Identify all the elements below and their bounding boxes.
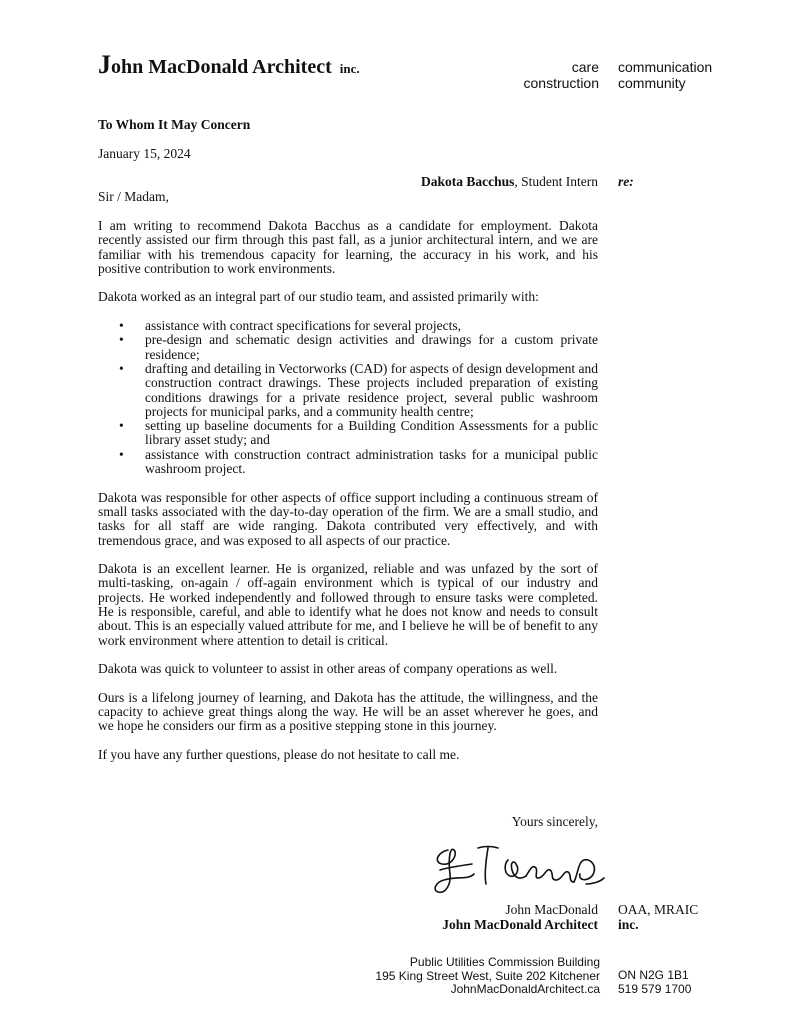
list-item-text: drafting and detailing in Vectorworks (CAD) for aspects of design development and construction contract drawings. These projects included preparation of existing conditions drawings for a private residence project, several public washroom projects for municipal parks, and a community health centre; [145,360,599,419]
paragraph-office-support: Dakota was responsible for other aspects of office support including a continuous stream of small tasks associated with the day-to-day operation of the firm. We are a small studio, and tasks for all staff are wide ranging. Dakota contributed very effectively, and with tremendous grace, and was exposed to all aspects of our practice. [98,489,598,548]
signatory-name: John MacDonald [505,902,598,917]
paragraph-volunteer: Dakota was quick to volunteer to assist in other areas of company operations as well. [98,661,558,677]
list-item [98,319,598,333]
duties-list [98,319,598,476]
subject-name: Dakota Bacchus [420,174,515,189]
letter-body [98,219,598,777]
subject-role: , Student Intern [514,174,598,189]
re-label: re: [618,174,634,189]
footer-address [375,956,600,997]
subject-line [421,175,598,189]
list-item-text: assistance with construction contract administration tasks for a municipal public washroom project. [145,446,598,477]
bullet-icon: • [119,318,124,334]
footer-contact [618,969,691,996]
closing: Yours sincerely, [511,814,598,829]
paragraph-learner: Dakota is an excellent learner. He is organized, reliable and was unfazed by the sort of multi-tasking, on-again / off-again environment which is typical of our industry and projects. He worked independently and followed through to ensure tasks were completed. He is responsible, careful, and able to identify what he does not know and needs to consult about. This is an especially valued attribute for me, and I believe he will be of benefit to any work environment where attention to detail is critical. [98,561,598,648]
addressee: To Whom It May Concern [98,117,251,132]
bullet-icon: • [119,332,124,348]
list-item-text: setting up baseline documents for a Building Condition Assessments for a public library asset study; and [145,418,598,448]
paragraph-journey: Ours is a lifelong journey of learning, and Dakota has the attitude, the willingness, and the capacity to achieve great things along the way. He will be an asset wherever he goes, and we hope he considers our firm as a positive stepping stone in this journey. [98,689,598,734]
company-logo [98,50,360,80]
paragraph-contact: If you have any further questions, please do not hesitate to call me. [98,746,460,762]
logo-inc: inc. [339,61,360,76]
tagline-care: care [571,59,599,75]
footer-website: JohnMacDonaldArchitect.ca [450,982,600,996]
signatory-firm: John MacDonald Architect [442,917,598,932]
list-item-text: assistance with contract specifications for several projects, [145,318,462,334]
paragraph-duties-intro: Dakota worked as an integral part of our studio team, and assisted primarily with: [98,289,539,305]
tagline-construction: construction [523,75,599,91]
tagline-communication: communication [618,59,713,75]
bullet-icon: • [119,446,124,462]
signatory-inc: inc. [618,917,639,932]
footer-phone: 519 579 1700 [618,981,692,996]
tagline-community: community [618,75,686,91]
footer-street: 195 King Street West, Suite 202 Kitchener [375,968,600,983]
bullet-icon: • [119,360,124,376]
list-item [98,419,598,448]
greeting: Sir / Madam, [98,189,169,204]
letter-date: January 15, 2024 [98,146,191,161]
list-item [98,448,598,477]
list-item-text: pre-design and schematic design activities and drawings for a custom private residence; [145,332,598,362]
logo-name: ohn MacDonald Architect [111,56,332,78]
list-item [98,362,598,419]
list-item [98,333,598,362]
footer-postal: ON N2G 1B1 [618,968,689,982]
signatory-credentials: OAA, MRAIC [618,902,699,917]
handwritten-signature [428,840,608,900]
paragraph-intro: I am writing to recommend Dakota Bacchus as a candidate for employment. Dakota recently assisted our firm through this past fall, as a junior architectural intern, and we are familiar with his tremendous capacity for learning, the accuracy in his work, and his positive contribution to work environments. [98,218,598,276]
bullet-icon: • [119,418,124,434]
footer-building: Public Utilities Commission Building [409,955,600,969]
logo-initial: J [98,50,111,79]
